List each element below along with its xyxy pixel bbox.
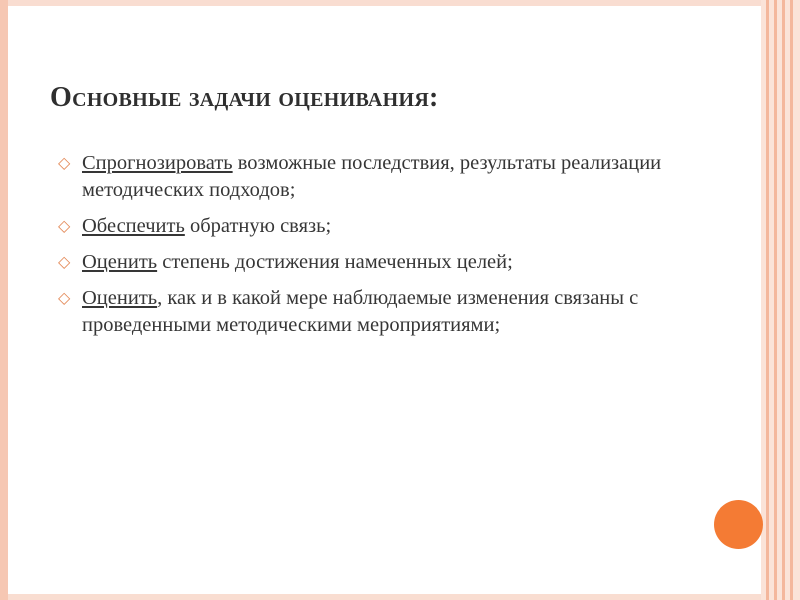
right-stripe-border [761,0,800,600]
list-item [58,150,708,204]
bottom-frame-bar [8,594,761,600]
list-item [58,285,708,339]
orange-circle-decoration [714,500,763,549]
open-diamond-bullet-icon: ◇ [58,218,71,235]
bullet-list [58,150,708,348]
list-item [58,249,708,276]
open-diamond-bullet-icon: ◇ [58,290,71,307]
slide-canvas [8,6,761,594]
list-item [58,213,708,240]
bullet-keyword: Спрогнозировать [82,152,233,174]
open-diamond-bullet-icon: ◇ [58,254,71,271]
bullet-keyword: Оценить [82,287,158,309]
bullet-text: степень достижения намеченных целей; [157,251,513,273]
bullet-text: возможные последствия, результаты реализации методических подходов; [82,152,662,201]
bullet-keyword: Оценить [82,251,158,273]
open-diamond-bullet-icon: ◇ [58,155,71,172]
bullet-text: , как и в какой мере наблюдаемые изменения связаны с проведенными методическими мероприятиями; [82,287,639,336]
bullet-keyword: Обеспечить [82,215,185,237]
slide-title: Основные задачи оценивания: [50,82,439,113]
left-frame-bar [0,0,8,600]
bullet-text: обратную связь; [184,215,332,237]
